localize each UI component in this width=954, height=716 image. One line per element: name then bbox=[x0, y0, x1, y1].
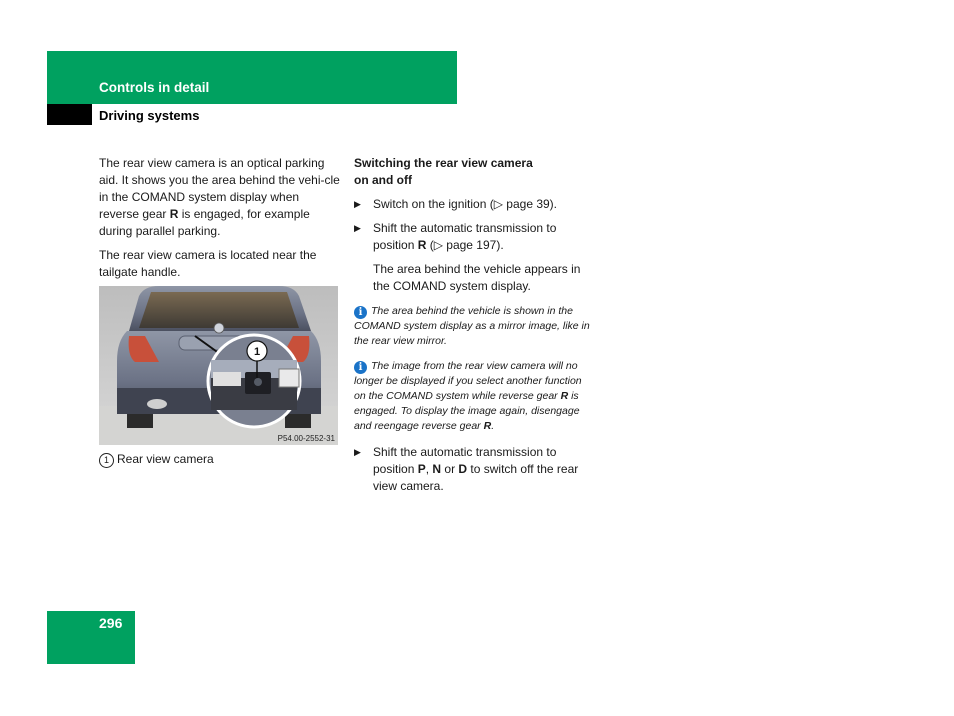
section-heading: Switching the rear view camera on and off bbox=[354, 156, 533, 187]
bullet-arrow-icon: ▶ bbox=[354, 199, 361, 209]
intro-paragraph: The rear view camera is an optical parking aid. It shows you the area behind the vehi-cle in the COMAND system display when reverse gear R is engaged, for example during parallel parking. bbox=[99, 156, 340, 238]
info-icon: i bbox=[354, 306, 367, 319]
image-caption: 1 Rear view camera bbox=[99, 451, 214, 468]
instruction-step: ▶ Shift the automatic transmission to position P, N or D to switch off the rear view camera. bbox=[354, 445, 579, 494]
instruction-step: ▶ Switch on the ignition (▷ page 39). bbox=[354, 197, 558, 211]
vehicle-rear-illustration bbox=[99, 286, 338, 445]
info-note: i The area behind the vehicle is shown in the COMAND system display as a mirror image, like in the rear view mirror. bbox=[354, 305, 590, 347]
step-result-text: The area behind the vehicle appears in the COMAND system display. bbox=[373, 262, 581, 293]
photo-callout-number: 1 bbox=[253, 346, 261, 358]
section-title: Controls in detail bbox=[99, 80, 210, 95]
caption-number-badge: 1 bbox=[99, 453, 114, 468]
location-paragraph: The rear view camera is located near the tailgate handle. bbox=[99, 248, 317, 279]
section-marker-tab bbox=[47, 104, 92, 125]
info-icon: i bbox=[354, 361, 367, 374]
rear-view-camera-photo bbox=[99, 286, 338, 445]
instruction-step: ▶ Shift the automatic transmission to position R (▷ page 197). bbox=[354, 221, 557, 252]
section-header-bar bbox=[47, 51, 457, 104]
subsection-title: Driving systems bbox=[99, 108, 200, 123]
bullet-arrow-icon: ▶ bbox=[354, 447, 361, 458]
bullet-arrow-icon: ▶ bbox=[354, 223, 361, 233]
image-reference-code: P54.00-2552-31 bbox=[277, 434, 335, 443]
page-number: 296 bbox=[99, 615, 123, 631]
right-column bbox=[354, 155, 594, 502]
info-note: i The image from the rear view camera will no longer be displayed if you select another function on the COMAND system while reverse gear R is engaged. To display the image again, disengage and reengage reverse gear R. bbox=[354, 360, 582, 432]
left-column bbox=[99, 155, 341, 288]
